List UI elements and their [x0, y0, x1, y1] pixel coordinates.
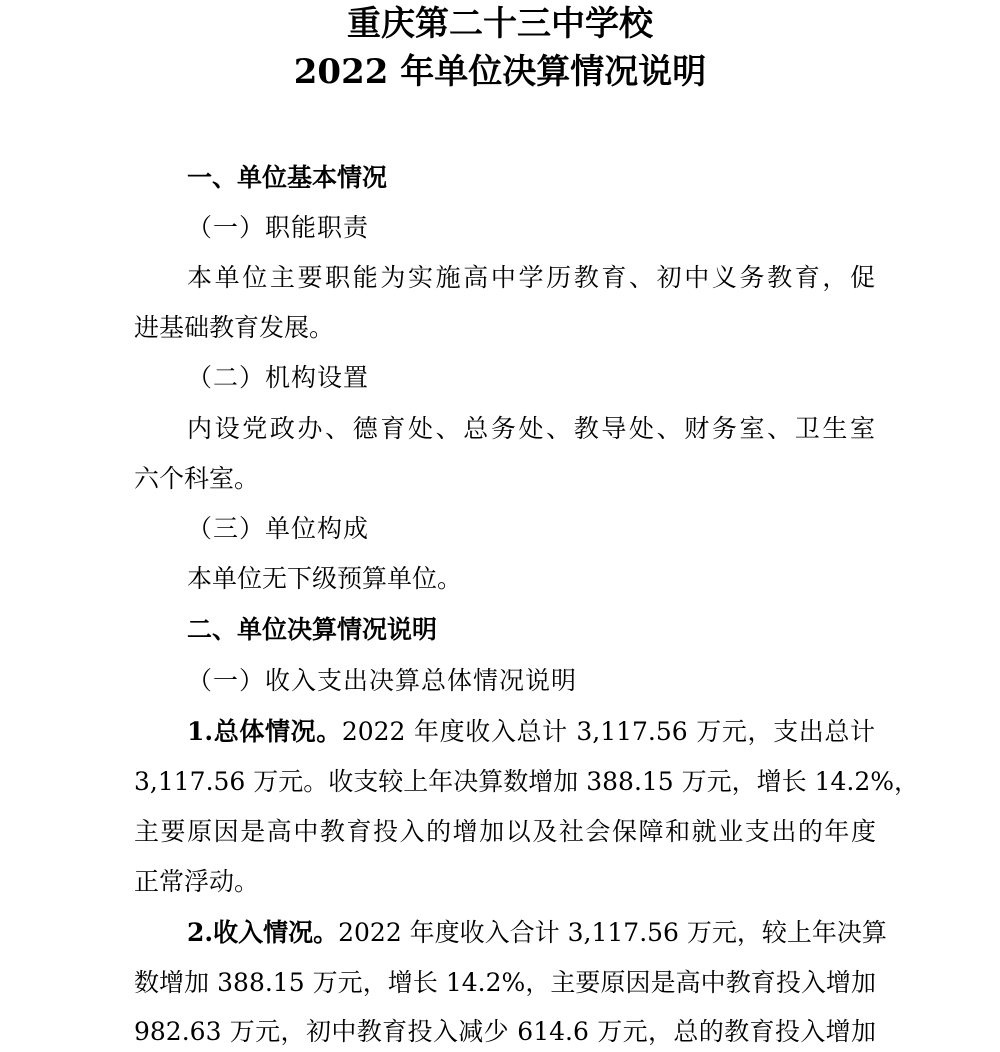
document-title-line1: 重庆第二十三中学校	[347, 4, 653, 44]
section-heading-basic-info: 一、单位基本情况	[187, 163, 388, 192]
document-title-line2: 2022 年单位决算情况说明	[293, 52, 707, 92]
paragraph-organization-line1: 内设党政办、德育处、总务处、教导处、财务室、卫生室	[187, 414, 875, 443]
paragraph-overall-line4: 正常浮动。	[134, 867, 260, 896]
paragraph-organization-line2: 六个科室。	[134, 464, 260, 493]
paragraph-overall-line3: 主要原因是高中教育投入的增加以及社会保障和就业支出的年度	[134, 817, 876, 846]
paragraph-functions-line1: 本单位主要职能为实施高中学历教育、初中义务教育，促	[187, 263, 875, 292]
paragraph-income-line1-text: 2022 年度收入合计 3,117.56 万元，较上年决算	[338, 918, 887, 947]
paragraph-functions-line2: 进基础教育发展。	[134, 313, 335, 342]
paragraph-overall-line1	[187, 712, 875, 752]
subheading-composition: （三）单位构成	[187, 514, 370, 543]
paragraph-income-line1	[187, 913, 887, 953]
paragraph-composition: 本单位无下级预算单位。	[187, 564, 463, 593]
paragraph-income-line3: 982.63 万元，初中教育投入减少 614.6 万元，总的教育投入增加	[134, 1017, 876, 1046]
paragraph-income-line2: 数增加 388.15 万元，增长 14.2%，主要原因是高中教育投入增加	[134, 968, 876, 997]
paragraph-overall-line1-text: 2022 年度收入总计 3,117.56 万元，支出总计	[341, 717, 875, 746]
subheading-income-expenditure: （一）收入支出决算总体情况说明	[187, 666, 578, 695]
paragraph-income-lead: 2.收入情况。	[187, 918, 339, 947]
section-heading-final-accounts: 二、单位决算情况说明	[187, 615, 438, 644]
paragraph-overall-line2: 3,117.56 万元。收支较上年决算数增加 388.15 万元，增长 14.2%，	[134, 767, 920, 796]
subheading-functions: （一）职能职责	[187, 213, 370, 242]
subheading-organization: （二）机构设置	[187, 363, 370, 392]
paragraph-overall-lead: 1.总体情况。	[187, 717, 342, 746]
